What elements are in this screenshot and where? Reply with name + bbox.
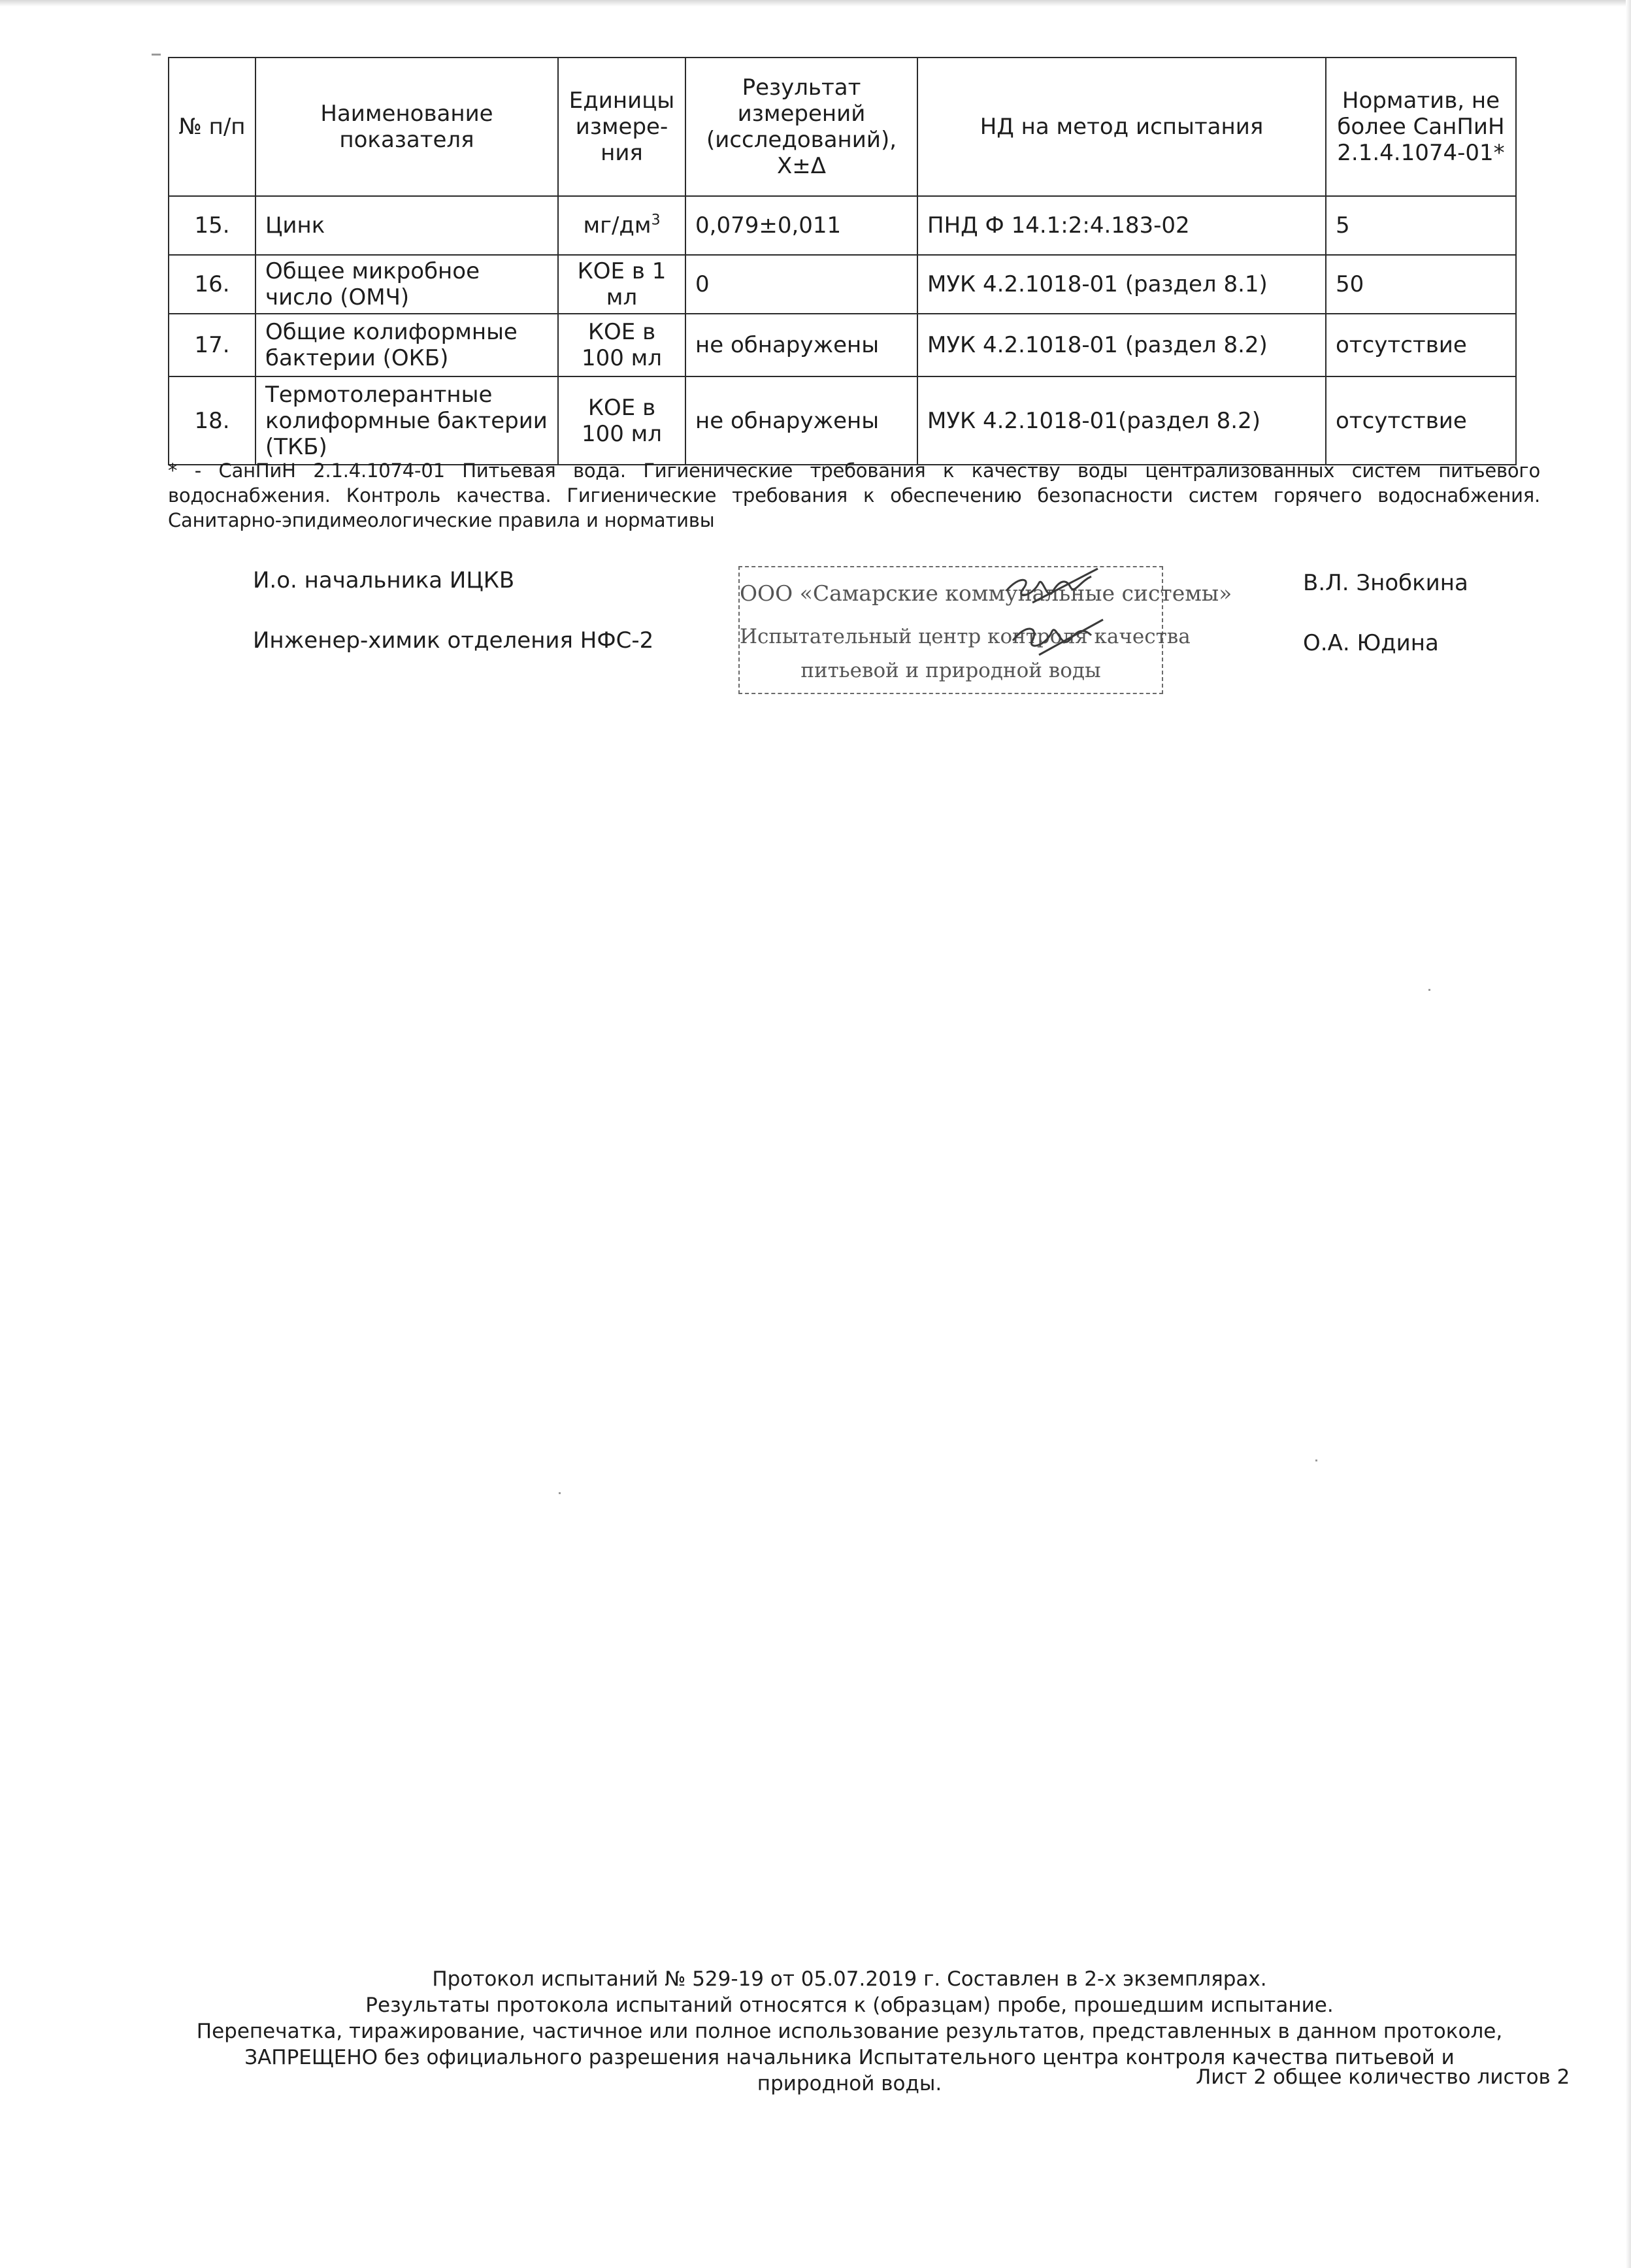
- row-result: не обнаружены: [685, 314, 917, 376]
- header-result: Результат измерений (исследований), X±Δ: [685, 58, 917, 196]
- row-method: ПНД Ф 14.1:2:4.183-02: [917, 196, 1326, 255]
- row-norm: отсутствие: [1326, 314, 1516, 376]
- header-units: Единицы измере-ния: [558, 58, 685, 196]
- scan-speck: [152, 54, 161, 56]
- row-units: [558, 196, 685, 255]
- table-row: [169, 314, 1516, 376]
- table-row: [169, 196, 1516, 255]
- header-number: № п/п: [169, 58, 255, 196]
- signer-name-2: О.А. Юдина: [1303, 630, 1439, 656]
- row-indicator-name: Цинк: [255, 196, 558, 255]
- row-norm: отсутствие: [1326, 376, 1516, 465]
- footnote: * - СанПиН 2.1.4.1074-01 Питьевая вода. Гигиенические требования к качеству воды централизованных систем питьевого водоснабжения. Контроль качества. Гигиенические требования к обеспечению безопасности систем горячего водоснабжения. Санитарно-эпидимеологические правила и нормативы: [168, 459, 1540, 531]
- row-number: 15.: [169, 196, 255, 255]
- row-norm: 5: [1326, 196, 1516, 255]
- stamp-line-2: Испытательный центр контроля качества: [740, 625, 1191, 648]
- row-result: 0: [685, 255, 917, 314]
- stamp-line-1: ООО «Самарские коммунальные системы»: [740, 580, 1232, 606]
- sheet-counter: Лист 2 общее количество листов 2: [1196, 2065, 1570, 2089]
- stamp-line-3: питьевой и природной воды: [800, 659, 1101, 682]
- header-norm: Норматив, не более СанПиН 2.1.4.1074-01*: [1326, 58, 1516, 196]
- handwritten-signatures: [993, 563, 1124, 681]
- row-result: 0,079±0,011: [685, 196, 917, 255]
- row-indicator-name: Общее микробное число (ОМЧ): [255, 255, 558, 314]
- table-row: [169, 255, 1516, 314]
- unit-superscript: 3: [651, 212, 661, 229]
- row-units: КОЕ в 100 мл: [558, 376, 685, 465]
- protocol-line-4: ЗАПРЕЩЕНО без официального разрешения начальника Испытательного центра контроля качества питьевой и природной воды.: [244, 2046, 1455, 2095]
- table-header-row: [169, 58, 1516, 196]
- signer-position-2: Инженер-химик отделения НФС-2: [253, 627, 654, 654]
- signer-position-1: И.о. начальника ИЦКВ: [253, 567, 515, 593]
- table-row: [169, 376, 1516, 465]
- scan-right-edge: [1626, 0, 1631, 2268]
- header-method: НД на метод испытания: [917, 58, 1326, 196]
- row-norm: 50: [1326, 255, 1516, 314]
- scan-top-edge: [0, 0, 1631, 7]
- protocol-line-3: Перепечатка, тиражирование, частичное или полное использование результатов, представленных в данном протоколе,: [196, 2020, 1503, 2043]
- row-units: КОЕ в 100 мл: [558, 314, 685, 376]
- protocol-line-2: Результаты протокола испытаний относятся к (образцам) пробе, прошедшим испытание.: [365, 1993, 1334, 2017]
- row-indicator-name: Общие колиформные бактерии (ОКБ): [255, 314, 558, 376]
- row-result: не обнаружены: [685, 376, 917, 465]
- unit-text: мг/дм: [583, 212, 651, 239]
- row-indicator-name: Термотолерантные колиформные бактерии (ТКБ): [255, 376, 558, 465]
- row-units: КОЕ в 1 мл: [558, 255, 685, 314]
- signer-name-1: В.Л. Знобкина: [1303, 570, 1468, 596]
- row-method: МУК 4.2.1018-01 (раздел 8.2): [917, 314, 1326, 376]
- results-table: [168, 57, 1517, 465]
- header-indicator-name: Наименование показателя: [255, 58, 558, 196]
- scan-speck: [1315, 1459, 1317, 1461]
- row-number: 18.: [169, 376, 255, 465]
- row-number: 17.: [169, 314, 255, 376]
- row-number: 16.: [169, 255, 255, 314]
- protocol-line-1: Протокол испытаний № 529-19 от 05.07.2019 г. Составлен в 2-х экземплярах.: [432, 1967, 1267, 1991]
- scan-speck: [559, 1492, 561, 1494]
- row-method: МУК 4.2.1018-01 (раздел 8.1): [917, 255, 1326, 314]
- scan-speck: [1428, 989, 1430, 991]
- row-method: МУК 4.2.1018-01(раздел 8.2): [917, 376, 1326, 465]
